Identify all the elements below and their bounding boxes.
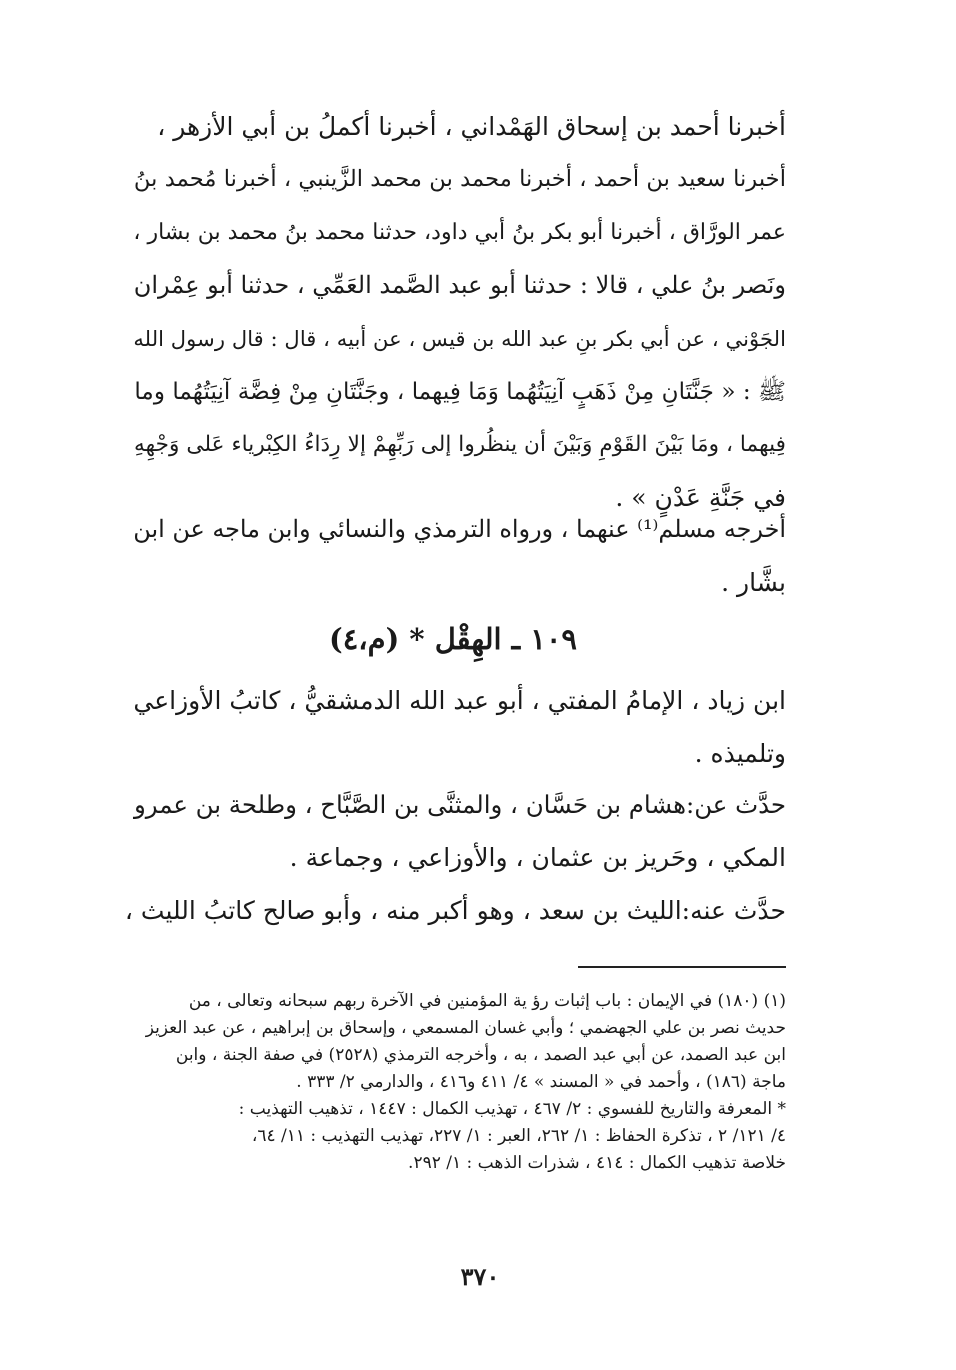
text-line: حدَّث عن:هشام بن حَسَّان ، والمثنَّى بن الصَّبَّاح ، وطلحة بن عمرو	[133, 790, 786, 819]
text-line: الجَوْني ، عن أبي بكر بنِ عبد الله بن قيس ، عن أبيه ، قال : قال رسول الله	[133, 326, 786, 351]
footnote-line: حديث نصر بن علي الجهضمي ؛ وأبي غسان المسمعي ، وإسحاق بن إبراهيم ، عن عبد العزيز	[145, 1018, 786, 1038]
text-line: أخبرنا أحمد بن إسحاق الهَمْداني ، أخبرنا أكملُ بن أبي الأزهر ،	[157, 112, 786, 141]
text-line: أخبرنا سعيد بن أحمد ، أخبرنا محمد بن محمد الزَّينبي ، أخبرنا مُحمد بنُ	[133, 166, 786, 192]
footnote-line: خلاصة تذهيب الكمال : ٤١٤ ، شذرات الذهب : ١/ ٢٩٢.	[408, 1153, 786, 1173]
text-line: حدَّث عنه:الليث بن سعد ، وهو أكبر منه ، وأبو صالح كاتبُ الليث ،	[124, 896, 786, 925]
hadith-paragraph	[120, 100, 786, 524]
footnote-line: (١) (١٨٠) في الإيمان : باب إثبات رؤ ية المؤمنين في الآخرة ربهم سبحانه وتعالى ، من	[188, 991, 786, 1011]
footnote-line: ماجة (١٨٦) ، وأحمد في « المسند » ٤/ ٤١١ و٤١٦ ، والدارمي ٢/ ٣٣٣ .	[296, 1072, 786, 1092]
teachers-paragraph	[120, 778, 786, 884]
takhrij-paragraph	[120, 503, 786, 609]
footnote-divider	[578, 966, 786, 968]
section-heading: ١٠٩ ـ الهِقْل * (م،٤)	[328, 622, 578, 656]
footnote-line: ابن عبد الصمد، عن أبي عبد الصمد ، به ، وأخرجه الترمذي (٢٥٢٨) في صفة الجنة ، وابن	[175, 1045, 786, 1065]
text-line: عمر الورَّاق ، أخبرنا أبو بكر بنُ أبي داود، حدثنا محمد بنُ محمد بن بشار ،	[133, 220, 786, 245]
biography-paragraph	[120, 674, 786, 780]
students-paragraph	[120, 884, 786, 937]
text-line: ﷺ : « جَنَّتَانِ مِنْ ذَهَبٍ آنِيَتُهُما وَمَا فِيهما ، وجَنَّتَانِ مِنْ فِضَّة آنِيَتُهُما وما	[134, 378, 786, 405]
text-line: فِيهما ، ومَا بَيْنَ القَوْمِ وَبَيْنَ أن ينظُروا إلى رَبِّهِمْ إلا رِدَاءُ الكِبْرياء عَلى وَجْهِهِ	[133, 432, 786, 457]
text-line: في جَنَّةِ عَدْنٍ » .	[615, 483, 786, 512]
text-line: أخرجه مسلم⁽¹⁾ عنهما ، ورواه الترمذي والنسائي وابن ماجه عن ابن	[133, 515, 786, 543]
page-number: ٣٧٠	[460, 1262, 500, 1291]
text-line: بشَّار .	[721, 568, 786, 597]
footnotes	[120, 988, 786, 1177]
text-line: ابن زياد ، الإمامُ المفتي ، أبو عبد الله الدمشقيُّ ، كاتبُ الأوزاعي	[133, 686, 786, 715]
footnote-line: ٤/ ١٢١/ ٢ ، تذكرة الحفاظ : ١/ ٢٦٢، العبر : ١/ ٢٢٧، تهذيب التهذيب : ١١/ ٦٤،	[251, 1126, 786, 1146]
text-line: ونَصر بنُ علي ، قالا : حدثنا أبو عبد الصَّمد العَمِّي ، حدثنا أبو عِمْران	[133, 271, 786, 299]
text-line: المكي ، وحَريز بن عثمان ، والأوزاعي ، وجماعة .	[289, 843, 786, 872]
footnote-line: * المعرفة والتاريخ للفسوي : ٢/ ٤٦٧ ، تهذيب الكمال : ١٤٤٧ ، تذهيب التهذيب :	[238, 1099, 786, 1119]
text-line: وتلميذه .	[694, 739, 786, 768]
